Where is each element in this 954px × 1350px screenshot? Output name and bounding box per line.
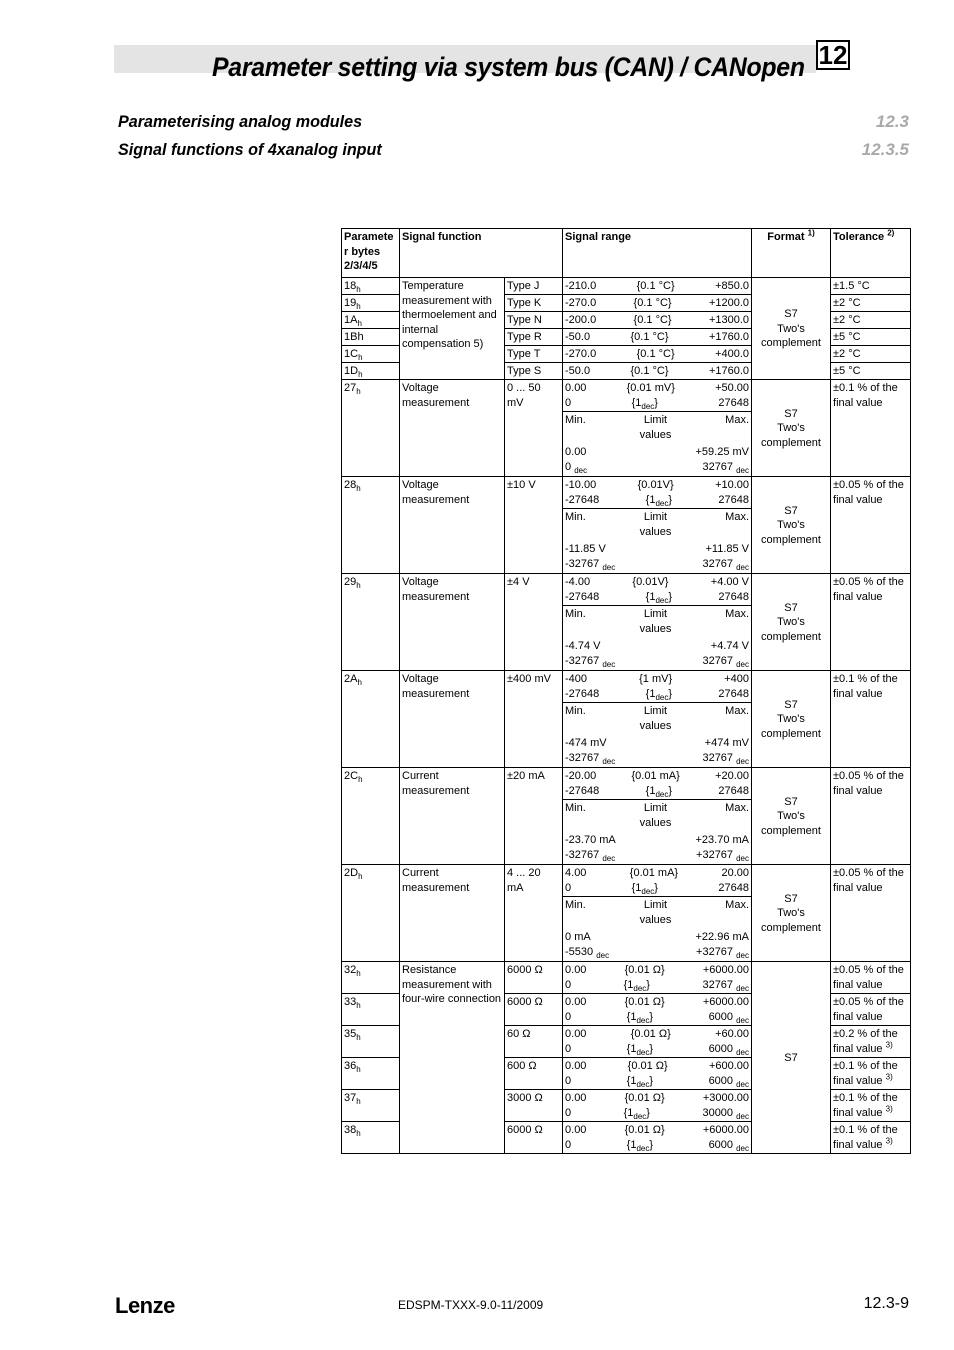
signal-range: -4.00 {0.01V} +4.00 V -27648 $\{1_{dec}\}$ 27648 [563, 574, 752, 606]
param-byte: $19_h$ [342, 295, 400, 312]
signal-function: Voltage measurement [400, 574, 505, 671]
signal-range: -210.0 {0.1 °C} +850.0 [563, 278, 752, 295]
thermo-type: Type J [505, 278, 563, 295]
limit-values: Min. Limit values Max. -11.85 V +11.85 V -32767 $_{dec}$ 32767 $_{dec}$ [563, 509, 752, 574]
thermo-type: Type R [505, 329, 563, 346]
tolerance: ±0.1 % of the final value [831, 380, 911, 477]
tolerance: ±0.1 % of the final value $^{3)}$ [831, 1122, 911, 1154]
measure-range: 6000 Ω [505, 1122, 563, 1154]
format-cell: S7 Two's complement [752, 380, 831, 477]
table-row [342, 865, 911, 897]
signal-range: -200.0 {0.1 °C} +1300.0 [563, 312, 752, 329]
format-cell: S7 [752, 962, 831, 1154]
measure-range: 600 Ω [505, 1058, 563, 1090]
signal-range: 0.00 {0.01 Ω} +6000.00 0 $\{1_{dec}\}$ 6000 $_{dec}$ [563, 994, 752, 1026]
param-byte: $33_h$ [342, 994, 400, 1026]
chapter-number: 12 [816, 40, 850, 70]
format-cell: S7 Two's complement [752, 865, 831, 962]
signal-function: Voltage measurement [400, 477, 505, 574]
param-byte: $29_h$ [342, 574, 400, 671]
param-byte: $28_h$ [342, 477, 400, 574]
signal-range: -50.0 {0.1 °C} +1760.0 [563, 363, 752, 380]
tolerance: ±0.1 % of the final value [831, 671, 911, 768]
measure-range: ±10 V [505, 477, 563, 574]
tolerance: ±5 °C [831, 363, 911, 380]
tolerance: ±0.05 % of the final value [831, 574, 911, 671]
section-number: 12.3 [875, 112, 909, 131]
measure-range: ±20 mA [505, 768, 563, 865]
param-byte: 1Bh [342, 329, 400, 346]
page-title: Parameter setting via system bus (CAN) / CANopen [212, 52, 805, 82]
measure-range: 3000 Ω [505, 1090, 563, 1122]
thermo-type: Type N [505, 312, 563, 329]
limit-values: Min. Limit values Max. -23.70 mA +23.70 mA -32767 $_{dec}$ +32767 $_{dec}$ [563, 800, 752, 865]
signal-function: Current measurement [400, 768, 505, 865]
measure-range: 6000 Ω [505, 994, 563, 1026]
signal-range: -10.00 {0.01V} +10.00 -27648 $\{1_{dec}\}$ 27648 [563, 477, 752, 509]
format-cell: S7 Two's complement [752, 278, 831, 380]
table-row [342, 278, 911, 295]
section-title: Parameterising analog modules [118, 112, 363, 131]
format-cell: S7 Two's complement [752, 574, 831, 671]
header-tolerance [831, 229, 911, 278]
document-number: EDSPM-TXXX-9.0-11/2009 [398, 1298, 544, 1312]
thermo-type: Type K [505, 295, 563, 312]
param-byte: $36_h$ [342, 1058, 400, 1090]
signal-range: 0.00 {0.01 Ω} +60.00 0 $\{1_{dec}\}$ 6000 $_{dec}$ [563, 1026, 752, 1058]
tolerance: ±2 °C [831, 346, 911, 363]
limit-values: Min. Limit values Max. 0.00 +59.25 mV 0 $_{dec}$ 32767 $_{dec}$ [563, 412, 752, 477]
measure-range: ±400 mV [505, 671, 563, 768]
signal-range: -50.0 {0.1 °C} +1760.0 [563, 329, 752, 346]
signal-range: 0.00 {0.01 Ω} +6000.00 0 $\{1_{dec}\}$ 32767 $_{dec}$ [563, 962, 752, 994]
tolerance: ±2 °C [831, 295, 911, 312]
header-signal-range: Signal range [563, 229, 752, 278]
param-byte: $32_h$ [342, 962, 400, 994]
subsection-title: Signal functions of 4xanalog input [118, 140, 382, 159]
page-number: 12.3-9 [863, 1295, 909, 1312]
signal-range: 0.00 {0.01 Ω} +600.00 0 $\{1_{dec}\}$ 6000 $_{dec}$ [563, 1058, 752, 1090]
header-format-label: Format [767, 231, 805, 243]
table-row [342, 477, 911, 509]
tolerance: ±2 °C [831, 312, 911, 329]
table-row [342, 768, 911, 800]
header-tolerance-label: Tolerance [833, 231, 885, 243]
signal-range: 0.00 {0.01 Ω} +6000.00 0 $\{1_{dec}\}$ 6000 $_{dec}$ [563, 1122, 752, 1154]
signal-function: Current measurement [400, 865, 505, 962]
param-byte: $2D_h$ [342, 865, 400, 962]
table-row [342, 380, 911, 412]
measure-range: 6000 Ω [505, 962, 563, 994]
header-tolerance-note: 2) [887, 228, 895, 238]
tolerance: ±0.05 % of the final value [831, 865, 911, 962]
param-byte: $2A_h$ [342, 671, 400, 768]
header-format [752, 229, 831, 278]
tolerance: ±0.05 % of the final value [831, 994, 911, 1026]
table-row [342, 962, 911, 994]
table-header-row [342, 229, 911, 278]
param-byte: $2C_h$ [342, 768, 400, 865]
table-row [342, 671, 911, 703]
signal-range: -270.0 {0.1 °C} +400.0 [563, 346, 752, 363]
param-byte: $27_h$ [342, 380, 400, 477]
signal-range: -270.0 {0.1 °C} +1200.0 [563, 295, 752, 312]
tolerance: ±0.05 % of the final value [831, 477, 911, 574]
limit-values: Min. Limit values Max. -4.74 V +4.74 V -32767 $_{dec}$ 32767 $_{dec}$ [563, 606, 752, 671]
measure-range: 4 ... 20 mA [505, 865, 563, 962]
signal-function: Temperature measurement with thermoelement and internal compensation 5) [400, 278, 505, 380]
header-format-note: 1) [807, 228, 815, 238]
signal-range: -400 {1 mV} +400 -27648 $\{1_{dec}\}$ 27648 [563, 671, 752, 703]
measure-range: 0 ... 50 mV [505, 380, 563, 477]
param-byte: $1A_h$ [342, 312, 400, 329]
param-byte: $1D_h$ [342, 363, 400, 380]
tolerance: ±5 °C [831, 329, 911, 346]
param-byte: $1C_h$ [342, 346, 400, 363]
signal-range: -20.00 {0.01 mA} +20.00 -27648 $\{1_{dec}\}$ 27648 [563, 768, 752, 800]
tolerance: ±0.1 % of the final value $^{3)}$ [831, 1058, 911, 1090]
limit-values: Min. Limit values Max. 0 mA +22.96 mA -5530 $_{dec}$ +32767 $_{dec}$ [563, 897, 752, 962]
table-row [342, 574, 911, 606]
format-cell: S7 Two's complement [752, 768, 831, 865]
limit-values: Min. Limit values Max. -474 mV +474 mV -32767 $_{dec}$ 32767 $_{dec}$ [563, 703, 752, 768]
param-byte: $37_h$ [342, 1090, 400, 1122]
thermo-type: Type S [505, 363, 563, 380]
measure-range: 60 Ω [505, 1026, 563, 1058]
signal-range: 4.00 {0.01 mA} 20.00 0 $\{1_{dec}\}$ 27648 [563, 865, 752, 897]
param-byte: $38_h$ [342, 1122, 400, 1154]
signal-function: Voltage measurement [400, 380, 505, 477]
tolerance: ±0.1 % of the final value $^{3)}$ [831, 1090, 911, 1122]
signal-function-table [341, 228, 911, 1154]
signal-function: Resistance measurement with four-wire connection [400, 962, 505, 1154]
tolerance: ±0.2 % of the final value $^{3)}$ [831, 1026, 911, 1058]
tolerance: ±1.5 °C [831, 278, 911, 295]
header-signal-function: Signal function [400, 229, 563, 278]
measure-range: ±4 V [505, 574, 563, 671]
format-cell: S7 Two's complement [752, 671, 831, 768]
subsection-number: 12.3.5 [861, 140, 909, 159]
thermo-type: Type T [505, 346, 563, 363]
tolerance: ±0.05 % of the final value [831, 962, 911, 994]
param-byte: $18_h$ [342, 278, 400, 295]
param-byte: $35_h$ [342, 1026, 400, 1058]
format-cell: S7 Two's complement [752, 477, 831, 574]
lenze-logo: Lenze [115, 1293, 175, 1318]
signal-range: 0.00 {0.01 mV} +50.00 0 $\{1_{dec}\}$ 27648 [563, 380, 752, 412]
tolerance: ±0.05 % of the final value [831, 768, 911, 865]
header-bytes: Paramete r bytes 2/3/4/5 [342, 229, 400, 278]
signal-function: Voltage measurement [400, 671, 505, 768]
signal-range: 0.00 {0.01 Ω} +3000.00 0 $\{1_{dec}\}$ 30000 $_{dec}$ [563, 1090, 752, 1122]
